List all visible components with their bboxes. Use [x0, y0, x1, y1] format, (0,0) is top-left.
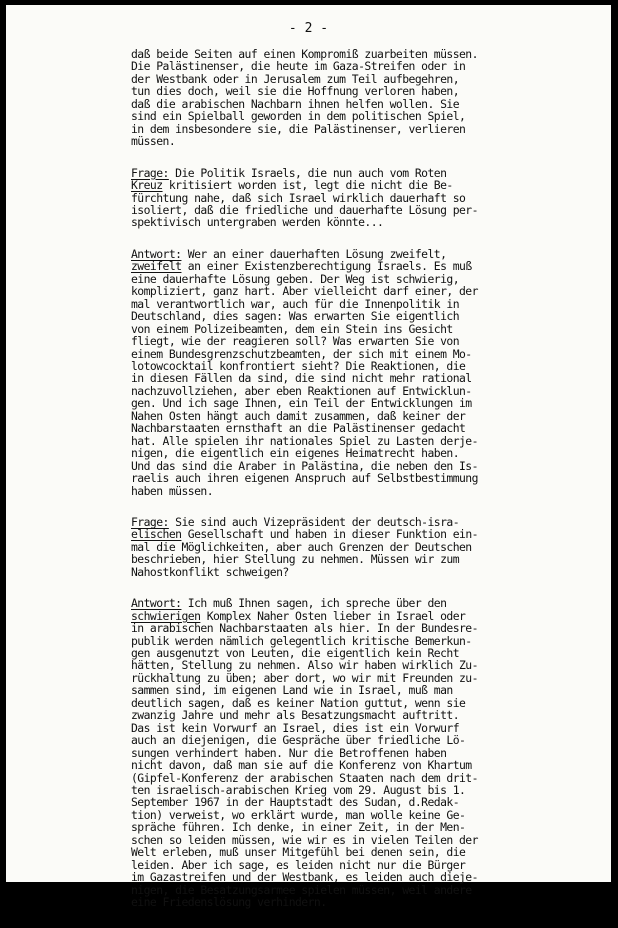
- line-text: in arabischen Nachbarstaaten als hier. In der Bundesre-: [131, 621, 478, 636]
- line-text: isoliert, daß die friedliche und dauerhafte Lösung per-: [131, 202, 478, 217]
- line-text: nachzuvollziehen, aber eben Reaktionen auf Entwicklun-: [131, 383, 472, 398]
- line-text: Wer an einer dauerhaften Lösung zweifelt,: [181, 246, 447, 261]
- line-text: sungen verhindert haben. Nur die Betroffenen haben: [131, 745, 447, 760]
- line-text: einem Bundesgrenzschutzbeamten, der sich mit einem Mo-: [131, 346, 472, 361]
- paragraph: [131, 248, 514, 497]
- line-text: kritisiert worden ist, legt die nicht die Be-: [162, 178, 453, 193]
- line-text: nicht davon, daß man sie auf die Konferenz von Khartum: [131, 758, 472, 773]
- text-line: [131, 896, 514, 908]
- text-line: [131, 135, 514, 147]
- line-text: (Gipfel-Konferenz der arabischen Staaten nach dem drit-: [131, 770, 478, 785]
- line-text: September 1967 in der Hauptstadt des Sudan, d.Redak-: [131, 795, 460, 810]
- line-text: raelis auch ihren eigenen Anspruch auf Selbstbestimmung: [131, 471, 478, 486]
- line-text: Deutschland, dies sagen: Was erwarten Sie eigentlich: [131, 309, 460, 324]
- line-text: haben müssen.: [131, 483, 214, 498]
- line-text: beschrieben, hier Stellung zu nehmen. Müssen wir zum: [131, 552, 460, 567]
- text-line: [131, 566, 514, 578]
- line-text: zwanzig Jahre und mehr als Besatzungsmacht auftritt.: [131, 708, 460, 723]
- line-text: lotowcocktail konfrontiert sieht? Die Reaktionen, die: [131, 358, 466, 373]
- line-text: fürchtung nahe, daß sich Israel wirklich dauerhaft so: [131, 190, 466, 205]
- line-text: der Westbank oder in Jerusalem zum Teil aufbegehren,: [131, 71, 460, 86]
- line-text: Die Politik Israels, die nun auch vom Roten: [168, 165, 447, 180]
- line-text: tun dies doch, weil sie die Hoffnung verloren haben,: [131, 84, 460, 99]
- paragraph: [131, 167, 514, 229]
- line-text: Gesellschaft und haben in dieser Funktion ein-: [181, 527, 478, 542]
- document-body: [131, 48, 514, 928]
- line-text: auch an diejenigen, die Gespräche über friedliche Lö-: [131, 733, 466, 748]
- line-text: eine Friedenslösung verhindern.: [131, 895, 327, 910]
- text-line: [131, 123, 514, 135]
- line-text: Die Palästinenser, die heute im Gaza-Streifen oder in: [131, 59, 466, 74]
- line-text: mal verantwortlich war, auch für die Innenpolitik in: [131, 296, 460, 311]
- line-text: in dem insbesondere sie, die Palästinenser, verlieren: [131, 121, 466, 136]
- line-text: in diesen Fällen da sind, die sind nicht mehr rational: [131, 371, 472, 386]
- line-text: nigen, die eigentlich ein eigenes Heimatrecht haben.: [131, 446, 460, 461]
- line-text: Nahen Osten hängt auch damit zusammen, daß keiner der: [131, 408, 466, 423]
- line-text: sind ein Spielball geworden in dem politischen Spiel,: [131, 109, 466, 124]
- underlined-label: schwierigen: [131, 608, 201, 623]
- line-text: eine dauerhafte Lösung geben. Der Weg ist schwierig,: [131, 271, 460, 286]
- line-text: Nachbarstaaten ernsthaft an die Palästinenser gedacht: [131, 421, 466, 436]
- text-line: [131, 485, 514, 497]
- line-text: an einer Existenzberechtigung Israels. Es muß: [181, 259, 472, 274]
- text-line: [131, 216, 514, 228]
- paragraph: [131, 516, 514, 578]
- line-text: publik werden nämlich gelegentlich kritische Bemerkun-: [131, 633, 472, 648]
- line-text: im Gazastreifen und der Westbank, es leiden auch dieje-: [131, 870, 478, 885]
- paragraph: [131, 48, 514, 148]
- line-text: müssen.: [131, 134, 176, 149]
- line-text: tion) verweist, wo erklärt wurde, man wolle keine Ge-: [131, 807, 466, 822]
- line-text: Nahostkonflikt schweigen?: [131, 564, 289, 579]
- line-text: deutlich sagen, daß es keiner Nation guttut, wenn sie: [131, 695, 466, 710]
- underlined-label: Kreuz: [131, 178, 163, 193]
- line-text: ten israelisch-arabischen Krieg vom 29. August bis 1.: [131, 783, 466, 798]
- line-text: nigen, die Besatzungsarmee spielen müssen, weil andere: [131, 882, 472, 897]
- underlined-label: Antwort:: [131, 596, 182, 611]
- document-page: [6, 5, 611, 910]
- line-text: Sie sind auch Vizepräsident der deutsch-isra-: [168, 514, 460, 529]
- underlined-label: zweifelt: [131, 259, 182, 274]
- line-text: rückhaltung zu üben; aber dort, wo wir mit Freunden zu-: [131, 670, 478, 685]
- paragraph: [131, 597, 514, 908]
- line-text: hat. Alle spielen ihr nationales Spiel zu Lasten derje-: [131, 433, 478, 448]
- line-text: sammen sind, im eigenen Land wie in Israel, muß man: [131, 683, 453, 698]
- line-text: Und das sind die Araber in Palästina, die neben den Is-: [131, 458, 478, 473]
- line-text: gen. Und ich sage Ihnen, ein Teil der Entwicklungen im: [131, 396, 472, 411]
- line-text: spektivisch untergraben werden könnte...: [131, 215, 384, 230]
- underlined-label: Frage:: [131, 514, 169, 529]
- line-text: Das ist kein Vorwurf an Israel, dies ist ein Vorwurf: [131, 720, 460, 735]
- underlined-label: elischen: [131, 527, 182, 542]
- line-text: mal die Möglichkeiten, aber auch Grenzen der Deutschen: [131, 539, 472, 554]
- line-text: kompliziert, ganz hart. Aber vielleicht darf einer, der: [131, 284, 478, 299]
- line-text: fliegt, wie der reagieren soll? Was erwarten Sie von: [131, 334, 460, 349]
- line-text: Welt erleben, muß unser Mitgefühl bei denen sein, die: [131, 845, 466, 860]
- page-number: - 2 -: [288, 21, 329, 36]
- line-text: gen ausgenutzt von Leuten, die eigentlich kein Recht: [131, 646, 460, 661]
- underlined-label: Frage:: [131, 165, 169, 180]
- line-text: daß die arabischen Nachbarn ihnen helfen wollen. Sie: [131, 96, 460, 111]
- line-text: daß beide Seiten auf einen Kompromiß zuarbeiten müssen.: [131, 47, 478, 61]
- underlined-label: Antwort:: [131, 246, 182, 261]
- line-text: hätten, Stellung zu nehmen. Also wir haben wirklich Zu-: [131, 658, 478, 673]
- line-text: schen so leiden müssen, wie wir es in vielen Teilen der: [131, 832, 478, 847]
- line-text: Komplex Naher Osten lieber in Israel oder: [200, 608, 466, 623]
- line-text: spräche führen. Ich denke, in einer Zeit, in der Men-: [131, 820, 466, 835]
- line-text: Ich muß Ihnen sagen, ich spreche über den: [181, 596, 447, 611]
- line-text: leiden. Aber ich sage, es leiden nicht nur die Bürger: [131, 857, 466, 872]
- line-text: von einem Polizeibeamten, dem ein Stein ins Gesicht: [131, 321, 453, 336]
